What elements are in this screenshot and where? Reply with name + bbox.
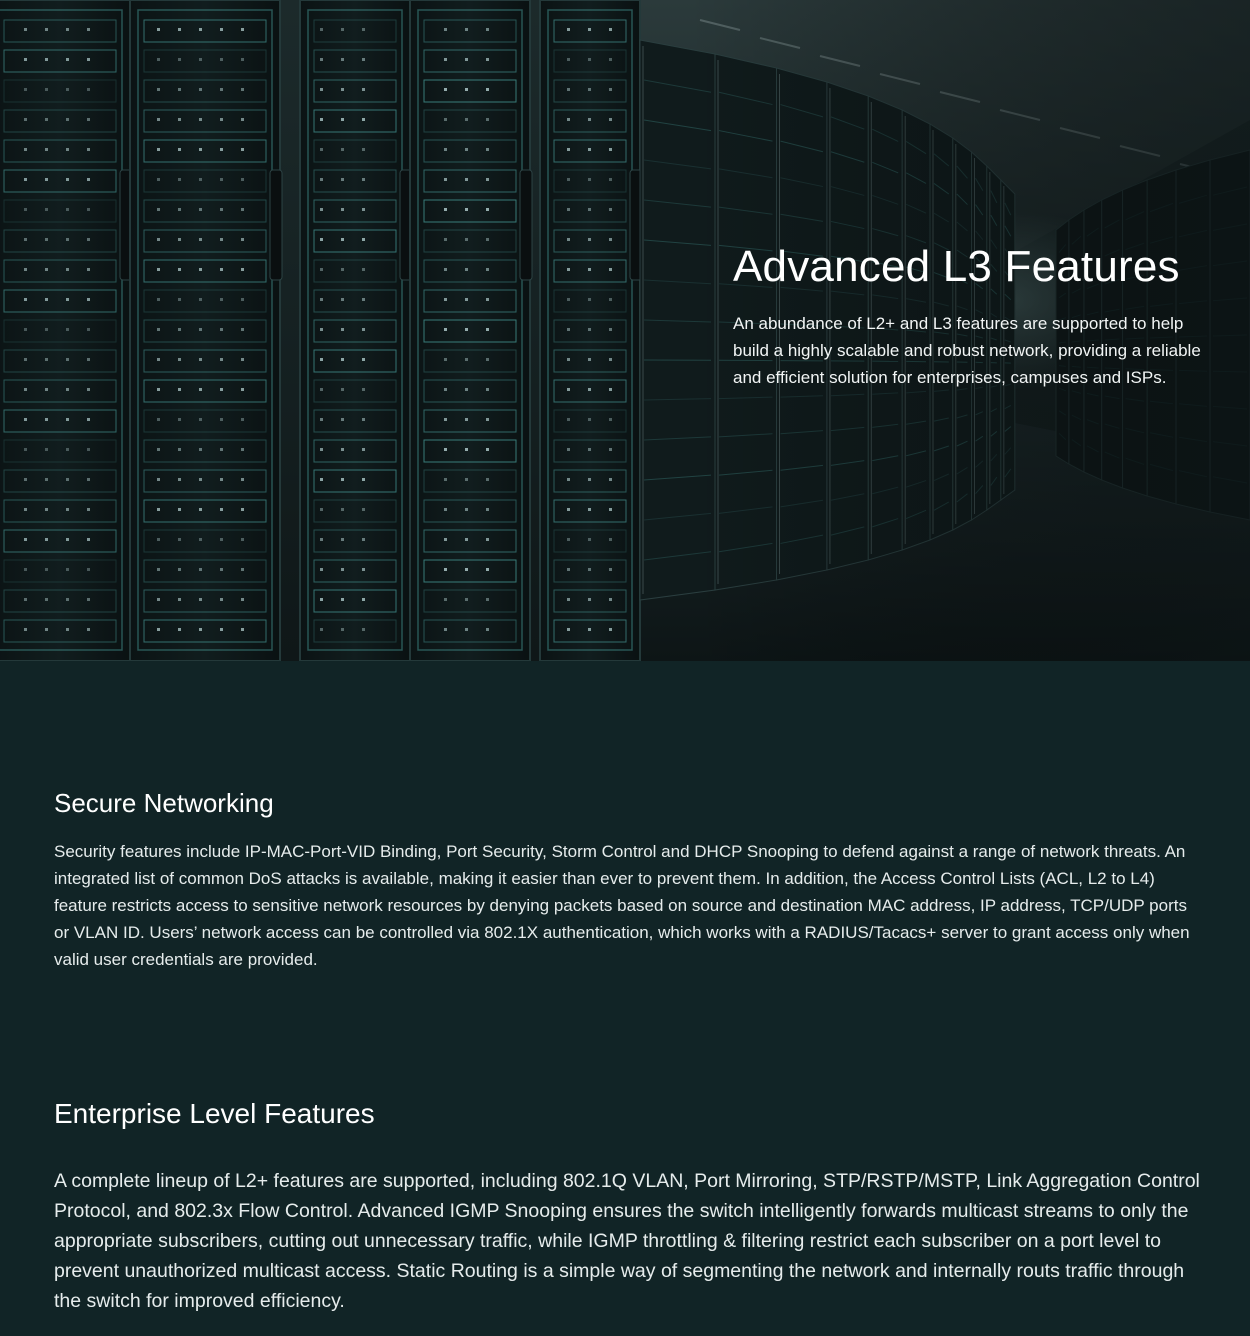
hero-text-block [733, 238, 1213, 391]
section-body: Security features include IP-MAC-Port-VID Binding, Port Security, Storm Control and DHCP Snooping to defend against a range of network threats. An integrated list of common DoS attacks is available, making it easier than ever to prevent them. In addition, the Access Control Lists (ACL, L2 to L4) feature restricts access to sensitive network resources by denying packets based on source and destination MAC address, IP address, TCP/UDP ports or VLAN ID. Users’ network access can be controlled via 802.1X authentication, which works with a RADIUS/Tacacs+ server to grant access only when valid user credentials are provided. [54, 842, 1190, 969]
section-title: Enterprise Level Features [54, 1098, 375, 1129]
hero-title: Advanced L3 Features [733, 242, 1180, 291]
section-enterprise-level-features [54, 1096, 1204, 1316]
section-secure-networking [54, 786, 1204, 973]
hero-description: An abundance of L2+ and L3 features are supported to help build a highly scalable and robust network, providing a reliable and efficient solution for enterprises, campuses and ISPs. [733, 314, 1201, 387]
section-body: A complete lineup of L2+ features are supported, including 802.1Q VLAN, Port Mirroring, STP/RSTP/MSTP, Link Aggregation Control Protocol, and 802.3x Flow Control. Advanced IGMP Snooping ensures the switch intelligently forwards multicast streams to only the appropriate subscribers, cutting out unnecessary traffic, while IGMP throttling & filtering restrict each subscriber on a port level to prevent unauthorized multicast access. Static Routing is a simple way of segmenting the network and internally routs traffic through the switch for improved efficiency. [54, 1170, 1200, 1312]
hero-banner [0, 0, 1250, 661]
section-title: Secure Networking [54, 788, 274, 818]
